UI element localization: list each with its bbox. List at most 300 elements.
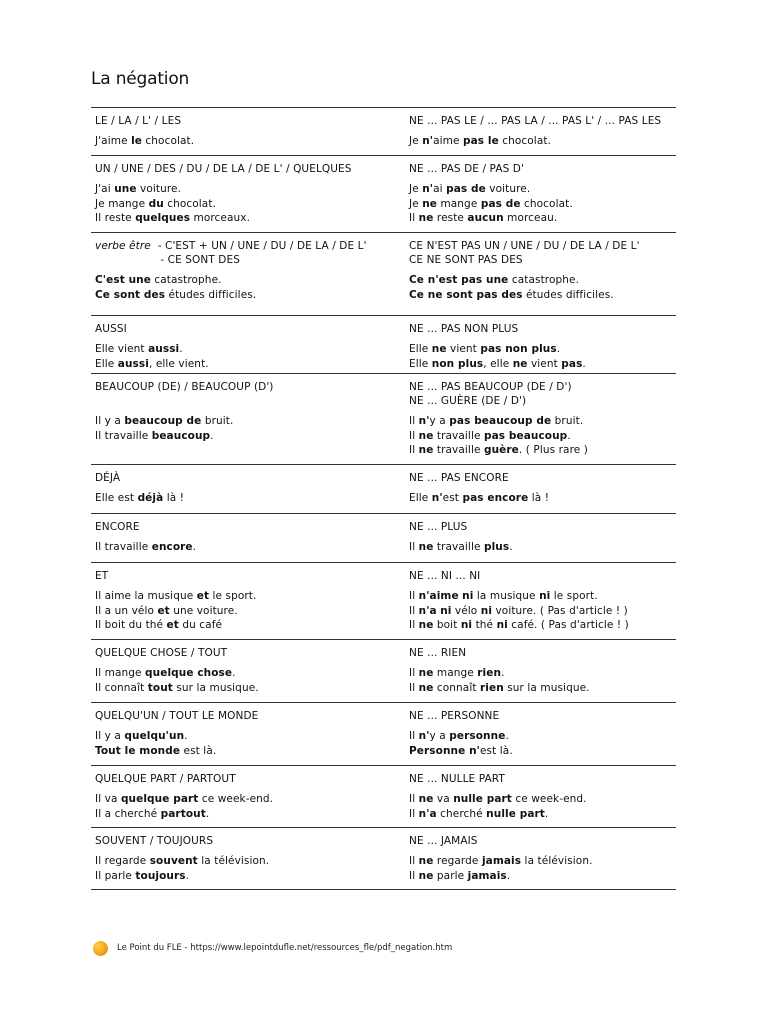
text-segment: NE ... PAS DE / PAS D' — [409, 163, 524, 175]
bold-text: et — [196, 590, 210, 602]
example-line — [409, 854, 679, 869]
text-segment: reste — [433, 212, 468, 224]
example-line — [409, 681, 679, 696]
header-line — [409, 646, 679, 660]
example-line — [95, 589, 395, 604]
example-line — [409, 414, 679, 429]
text-segment: voiture. ( Pas d'article ! ) — [492, 604, 628, 617]
bold-text: pas de — [446, 183, 486, 195]
bold-text: ne — [418, 619, 434, 631]
text-segment: . — [556, 343, 561, 355]
table-row — [91, 514, 676, 563]
table-row — [91, 828, 676, 890]
example-line — [95, 666, 395, 681]
text-segment: Elle est — [95, 492, 138, 504]
text-segment: mange — [433, 667, 478, 679]
text-segment: NE ... NULLE PART — [409, 773, 505, 785]
table-row — [91, 640, 676, 703]
header-line — [95, 253, 395, 267]
example-line — [95, 414, 395, 429]
bold-text: quelques — [135, 212, 191, 224]
text-segment: NE ... JAMAIS — [409, 835, 478, 847]
bold-text: guère — [483, 444, 519, 456]
example-line — [409, 869, 679, 884]
header-line — [409, 834, 679, 848]
table-row — [91, 233, 676, 316]
header-line — [409, 772, 679, 786]
text-segment: bruit. — [551, 415, 584, 427]
table-row — [91, 374, 676, 465]
text-segment: la télévision. — [197, 855, 270, 867]
example-line — [409, 589, 679, 604]
text-segment: sur la musique. — [172, 681, 259, 694]
bold-text: personne — [449, 730, 506, 742]
example-line — [409, 540, 679, 555]
text-segment: morceaux. — [190, 212, 251, 224]
affirmative-cell — [95, 834, 395, 883]
example-line — [409, 273, 679, 288]
text-segment: . — [205, 807, 210, 820]
text-segment: NE ... PAS ENCORE — [409, 472, 509, 484]
text-segment: chocolat. — [498, 135, 552, 147]
text-segment: études difficiles. — [522, 288, 614, 301]
header-line — [409, 253, 679, 267]
text-segment: Il — [409, 869, 419, 882]
header-line — [409, 162, 679, 176]
bold-text: Tout le monde — [95, 744, 181, 757]
text-segment: y a — [429, 415, 450, 427]
bold-text: n' — [418, 730, 430, 742]
text-segment: Il reste — [95, 212, 136, 224]
text-segment: Elle — [409, 357, 432, 370]
negative-cell — [409, 709, 679, 758]
bold-text: C'est une — [95, 274, 151, 286]
bold-text: quelque part — [120, 793, 199, 805]
bold-text: nulle part — [486, 807, 545, 820]
header-line — [409, 471, 679, 485]
bold-text: tout — [147, 681, 173, 694]
text-segment: Il — [409, 541, 419, 553]
affirmative-cell — [95, 471, 395, 506]
bold-text: jamais — [467, 869, 507, 882]
negative-cell — [409, 380, 679, 458]
bold-text: n'a — [418, 604, 437, 617]
text-segment: - C'EST + UN / UNE / DU / DE LA / DE L' — [150, 240, 367, 252]
text-segment: Il travaille — [95, 541, 152, 553]
text-segment: Je — [409, 135, 423, 147]
text-segment: la télévision. — [521, 855, 593, 867]
example-line — [409, 792, 679, 807]
example-line — [95, 854, 395, 869]
text-segment: ENCORE — [95, 521, 140, 533]
text-segment: bruit. — [201, 415, 234, 427]
text-segment: catastrophe. — [150, 274, 222, 286]
text-segment: Il regarde — [95, 855, 150, 867]
negative-cell — [409, 834, 679, 883]
bold-text: pas beaucoup de — [449, 415, 552, 427]
text-segment: UN / UNE / DES / DU / DE LA / DE L' / QUELQUES — [95, 163, 352, 175]
bold-text: pas beaucoup — [483, 429, 568, 442]
example-line — [95, 491, 395, 506]
affirmative-cell — [95, 709, 395, 758]
text-segment: J'aime — [95, 135, 132, 147]
bold-text: ne — [431, 343, 447, 355]
header-line — [95, 772, 395, 786]
text-segment: J'ai — [95, 183, 115, 195]
affirmative-cell — [95, 162, 395, 226]
example-line — [409, 429, 679, 444]
text-segment: le sport. — [209, 590, 257, 602]
footer-url-link[interactable]: https://www.lepointdufle.net/ressources_fle/pdf_negation.htm — [190, 943, 453, 953]
text-segment: Il — [409, 604, 419, 617]
example-line — [95, 273, 395, 288]
table-row — [91, 108, 676, 156]
bold-text: quelqu'un — [124, 730, 185, 742]
text-segment: Il mange — [95, 667, 146, 679]
negative-cell — [409, 162, 679, 226]
example-line — [95, 342, 395, 357]
bold-text: ne — [418, 667, 434, 679]
example-line — [409, 342, 679, 357]
text-segment: Il — [409, 444, 419, 456]
example-line — [409, 604, 679, 619]
text-segment: parle — [433, 869, 468, 882]
bold-text: Ce sont des — [95, 288, 166, 301]
text-segment: cherché — [436, 807, 487, 820]
text-segment: Je mange — [95, 197, 149, 210]
text-segment: CE NE SONT PAS DES — [409, 254, 523, 266]
text-segment: NE ... PAS LE / ... PAS LA / ... PAS L' / ... PAS LES — [409, 115, 662, 127]
bold-text: jamais — [481, 855, 522, 867]
bold-text: Ce ne sont pas des — [409, 288, 523, 301]
example-line — [409, 729, 679, 744]
text-segment: Il parle — [95, 869, 136, 882]
bold-text: pas de — [480, 197, 521, 210]
example-line — [409, 357, 679, 372]
bold-text: ne — [418, 681, 434, 694]
bold-text: souvent — [149, 855, 198, 867]
text-segment: chocolat. — [141, 135, 195, 147]
bold-text: ne — [418, 429, 434, 442]
bold-text: ni — [480, 604, 493, 617]
text-segment: Il — [409, 212, 419, 224]
text-segment: Il — [409, 855, 419, 867]
footer-separator: - — [181, 943, 191, 953]
text-segment: Il connaît — [95, 681, 148, 694]
text-segment: NE ... PAS BEAUCOUP (DE / D') — [409, 381, 572, 393]
bold-text: une — [114, 183, 137, 195]
header-line — [409, 322, 679, 336]
bold-text: n'a — [418, 807, 437, 820]
text-segment: NE ... GUÈRE (DE / D') — [409, 395, 527, 407]
text-segment: thé — [472, 619, 497, 631]
bold-text: ne — [418, 869, 434, 882]
example-line — [95, 182, 395, 197]
text-segment: NE ... RIEN — [409, 647, 467, 659]
negative-cell — [409, 772, 679, 821]
example-line — [95, 604, 395, 619]
text-segment: catastrophe. — [508, 274, 580, 286]
text-segment: . — [192, 541, 197, 553]
text-segment: . — [582, 357, 586, 370]
bold-text: aussi — [148, 343, 180, 355]
text-segment: travaille — [433, 429, 484, 442]
text-segment: Il aime la musique — [95, 590, 197, 602]
text-segment: vient — [527, 357, 562, 370]
header-line — [409, 520, 679, 534]
text-segment: chocolat. — [520, 197, 573, 210]
bold-text: n' — [418, 415, 430, 427]
text-segment: NE ... PAS NON PLUS — [409, 323, 519, 335]
bold-text: n' — [422, 135, 434, 147]
text-segment: . — [184, 730, 188, 742]
text-segment: . — [185, 869, 190, 882]
example-line — [95, 134, 395, 149]
text-segment: QUELQUE PART / PARTOUT — [95, 773, 236, 785]
text-segment: . — [544, 807, 549, 820]
bold-text: partout — [160, 807, 206, 820]
negative-cell — [409, 322, 679, 371]
bold-text: n'aime — [418, 590, 459, 602]
text-segment: Je — [409, 183, 423, 195]
text-segment: ET — [95, 570, 109, 582]
text-segment: Il — [409, 807, 419, 820]
negative-cell — [409, 569, 679, 633]
header-line — [95, 394, 395, 408]
table-row — [91, 465, 676, 514]
example-line — [95, 869, 395, 884]
text-segment: , elle vient. — [148, 357, 209, 370]
text-segment: voiture. — [485, 183, 531, 195]
example-line — [95, 681, 395, 696]
example-line — [409, 618, 679, 633]
text-segment: café. ( Pas d'article ! ) — [507, 619, 629, 631]
header-line — [95, 569, 395, 583]
example-line — [95, 211, 395, 226]
affirmative-cell — [95, 520, 395, 555]
text-segment: y a — [429, 730, 450, 742]
text-segment: voiture. — [136, 183, 182, 195]
example-line — [409, 211, 679, 226]
text-segment: Il — [409, 681, 419, 694]
text-segment: Il — [409, 667, 419, 679]
text-segment: Il y a — [95, 730, 125, 742]
affirmative-cell — [95, 569, 395, 633]
bold-text: pas — [561, 357, 583, 370]
text-segment: regarde — [433, 855, 482, 867]
text-segment: morceau. — [503, 212, 558, 224]
bold-text: ne — [418, 541, 434, 553]
text-segment: QUELQU'UN / TOUT LE MONDE — [95, 710, 259, 722]
text-segment: va — [433, 793, 454, 805]
text-segment: Il boit du thé — [95, 619, 167, 631]
example-line — [409, 197, 679, 212]
header-line — [95, 380, 395, 394]
header-line — [95, 239, 395, 253]
page-title: La négation — [91, 69, 190, 89]
example-line — [95, 197, 395, 212]
text-segment: ce week-end. — [511, 793, 587, 805]
bold-text: ne — [418, 444, 434, 456]
bold-text: déjà — [137, 492, 164, 504]
text-segment: . — [501, 667, 505, 679]
table-row — [91, 316, 676, 374]
bold-text: n' — [431, 492, 443, 504]
text-segment: sur la musique. — [503, 681, 590, 694]
bold-text: beaucoup de — [124, 415, 202, 427]
example-line — [409, 443, 679, 458]
header-line — [95, 471, 395, 485]
bold-text: non plus — [431, 357, 484, 370]
text-segment — [95, 395, 98, 407]
header-line — [409, 239, 679, 253]
table-row — [91, 766, 676, 828]
table-row — [91, 563, 676, 640]
text-segment: est là. — [180, 744, 217, 757]
header-line — [95, 520, 395, 534]
negative-cell — [409, 646, 679, 695]
bold-text: ni — [496, 619, 508, 631]
bold-text: ne — [418, 793, 434, 805]
text-segment: le sport. — [550, 590, 598, 602]
example-line — [95, 792, 395, 807]
text-segment: du café — [178, 619, 223, 631]
header-line — [409, 709, 679, 723]
bold-text: le — [131, 135, 142, 147]
negative-cell — [409, 520, 679, 555]
bold-text: ne — [418, 855, 434, 867]
bold-text: rien — [480, 681, 504, 694]
text-segment: BEAUCOUP (DE) / BEAUCOUP (D') — [95, 381, 274, 393]
text-segment: la musique — [473, 590, 540, 602]
bold-text: rien — [477, 667, 502, 679]
text-segment: Elle — [409, 492, 432, 504]
bold-text: plus — [483, 541, 510, 553]
text-segment: . — [509, 541, 513, 553]
text-segment: QUELQUE CHOSE / TOUT — [95, 647, 228, 659]
text-segment: DÉJÀ — [95, 472, 121, 484]
header-line — [409, 569, 679, 583]
text-segment: Il — [409, 415, 419, 427]
header-line — [95, 114, 395, 128]
bold-text: pas non plus — [480, 343, 557, 355]
header-line — [409, 394, 679, 408]
text-segment: SOUVENT / TOUJOURS — [95, 835, 214, 847]
example-line — [95, 807, 395, 822]
bold-text: encore — [151, 541, 193, 553]
example-line — [95, 357, 395, 372]
example-line — [409, 807, 679, 822]
text-segment: Elle — [95, 357, 118, 370]
text-segment: travaille — [433, 541, 484, 553]
text-segment: est — [442, 492, 463, 504]
text-segment: - CE SONT DES — [95, 254, 240, 266]
bold-text: toujours — [135, 869, 186, 882]
header-line — [95, 709, 395, 723]
text-segment: ai — [433, 183, 447, 195]
bold-text: ne — [512, 357, 528, 370]
example-line — [409, 744, 679, 759]
italic-text: verbe être — [95, 240, 151, 252]
example-line — [409, 666, 679, 681]
bold-text: Ce n'est pas une — [409, 274, 509, 286]
text-segment: . — [232, 667, 236, 679]
bold-text: ni — [440, 604, 452, 617]
example-line — [95, 429, 395, 444]
bold-text: n' — [422, 183, 434, 195]
bold-text: du — [148, 197, 164, 210]
text-segment: là ! — [163, 492, 185, 504]
negation-table — [91, 107, 676, 890]
bold-text: beaucoup — [151, 429, 211, 442]
text-segment: vélo — [451, 604, 481, 617]
bold-text: ne — [418, 212, 434, 224]
example-line — [95, 540, 395, 555]
header-line — [95, 322, 395, 336]
bold-text: pas le — [462, 135, 499, 147]
bold-text: ni — [462, 590, 474, 602]
text-segment: Il travaille — [95, 429, 152, 442]
text-segment: Il y a — [95, 415, 125, 427]
text-segment: études difficiles. — [165, 288, 257, 301]
header-line — [95, 646, 395, 660]
site-logo-icon — [93, 941, 108, 956]
text-segment: Il — [409, 429, 419, 442]
bold-text: pas encore — [462, 492, 529, 504]
text-segment: Il — [409, 793, 419, 805]
text-segment: Elle — [409, 343, 432, 355]
text-segment: là ! — [528, 492, 550, 504]
affirmative-cell — [95, 380, 395, 443]
text-segment: Il a un vélo — [95, 604, 158, 617]
header-line — [409, 380, 679, 394]
bold-text: Personne n' — [409, 744, 480, 757]
text-segment: Elle vient — [95, 343, 149, 355]
affirmative-cell — [95, 322, 395, 371]
example-line — [409, 491, 679, 506]
text-segment: AUSSI — [95, 323, 127, 335]
text-segment: , elle — [483, 357, 513, 370]
text-segment: NE ... PERSONNE — [409, 710, 500, 722]
text-segment: ce week-end. — [198, 793, 274, 805]
example-line — [95, 618, 395, 633]
example-line — [95, 729, 395, 744]
table-row — [91, 156, 676, 233]
text-segment: . — [505, 730, 509, 742]
footer — [93, 940, 452, 956]
bold-text: quelque chose — [145, 667, 233, 679]
text-segment: vient — [446, 343, 481, 355]
text-segment: mange — [437, 197, 481, 210]
bold-text: ne — [422, 197, 437, 210]
text-segment: une voiture. — [169, 604, 238, 617]
text-segment: est là. — [479, 744, 513, 757]
bold-text: ni — [460, 619, 473, 631]
example-line — [409, 134, 679, 149]
text-segment: Il — [409, 730, 419, 742]
text-segment: Il — [409, 619, 419, 631]
text-segment: . — [506, 869, 511, 882]
text-segment: boit — [433, 619, 461, 631]
text-segment: NE ... PLUS — [409, 521, 468, 533]
bold-text: et — [157, 604, 170, 617]
text-segment: NE ... NI ... NI — [409, 570, 481, 582]
header-line — [409, 114, 679, 128]
negative-cell — [409, 239, 679, 302]
text-segment: Il — [409, 590, 419, 602]
affirmative-cell — [95, 239, 395, 302]
affirmative-cell — [95, 114, 395, 149]
